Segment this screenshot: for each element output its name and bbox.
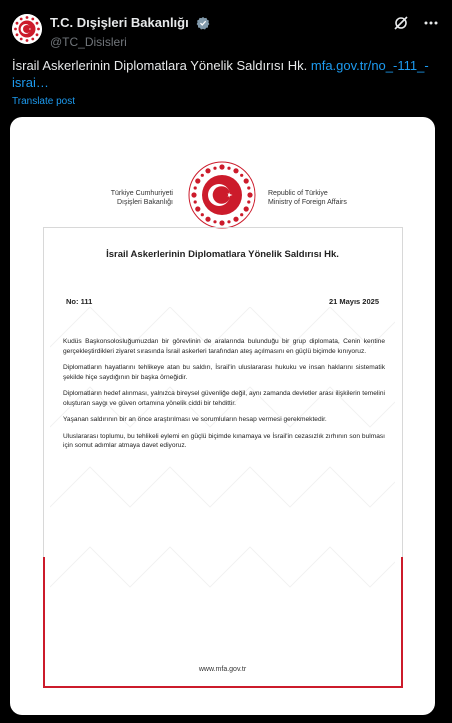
author-info <box>50 14 210 49</box>
post-text-body: İsrail Askerlerinin Diplomatlara Yönelik Saldırısı Hk. <box>12 58 311 73</box>
post-text <box>12 57 440 91</box>
document-number: No: 111 <box>66 297 93 306</box>
letterhead <box>10 141 435 231</box>
letterhead-right-line1: Republic of Türkiye <box>268 190 328 197</box>
frame-right-line <box>402 227 403 557</box>
document-paragraph: Diplomatların hayatlarını tehlikeye atan bu saldırı, İsrail'in uluslararası hukuku ve insan haklarını sistematik şekilde hiçe saydığının bir başka örneğidir. <box>63 364 385 381</box>
author-name[interactable]: T.C. Dışişleri Bakanlığı <box>50 15 189 31</box>
translate-post-link[interactable]: Translate post <box>12 96 75 107</box>
document-body <box>63 337 385 458</box>
avatar[interactable] <box>12 14 42 44</box>
post-link[interactable]: mfa.gov.tr/no_-111_-israi… <box>12 58 429 90</box>
document-title: İsrail Askerlerinin Diplomatlara Yönelik Saldırısı Hk. <box>106 249 339 260</box>
ministry-seal-icon <box>186 159 258 231</box>
verified-badge-icon <box>196 16 210 30</box>
frame-top-line <box>43 227 403 228</box>
letterhead-left-line1: Türkiye Cumhuriyeti <box>110 190 173 197</box>
letterhead-right-line2: Ministry of Foreign Affairs <box>268 199 347 206</box>
letterhead-left-line2: Dışişleri Bakanlığı <box>116 199 173 206</box>
document-paragraph: Yaşanan saldırının bir an önce araştırılması ve sorumluların hesap vermesi gerekmektedir. <box>63 416 327 423</box>
author-handle[interactable]: @TC_Disisleri <box>50 35 127 49</box>
header-actions <box>392 14 440 32</box>
post-header <box>12 12 440 48</box>
document-paragraph: Diplomatların hedef alınması, yalnızca bireysel güvenliğe değil, aynı zamanda devletler arası ilişkilerin temelini oluşturan saygı ve güven ortamına yönelik ciddi bir tehdittir. <box>63 390 385 407</box>
more-icon[interactable] <box>422 14 440 32</box>
frame-bottom-red-line <box>43 686 403 688</box>
document-paragraph: Kudüs Başkonsolosluğumuzdan bir görevlinin de aralarında bulunduğu bir grup diplomata, Cenin kentine gerçekleştirdikleri ziyaret sırasında İsrail askerleri tarafından ateş açılmasını en güçlü biçimde kınıyoruz. <box>63 338 385 355</box>
grok-icon[interactable] <box>392 14 410 32</box>
letterhead-left <box>111 189 173 207</box>
post-media-image[interactable] <box>10 117 435 715</box>
seal-icon <box>12 14 42 44</box>
letterhead-right <box>268 189 347 207</box>
document-paragraph: Uluslararası toplumu, bu tehlikeli eylemi en güçlü biçimde kınamaya ve İsrail'in cezasızlık zırhının son bulması için somut adımlar atmaya davet ediyoruz. <box>63 432 385 449</box>
document-date: 21 Mayıs 2025 <box>328 297 379 306</box>
document-footer: www.mfa.gov.tr <box>198 666 247 673</box>
frame-left-line <box>43 227 44 557</box>
